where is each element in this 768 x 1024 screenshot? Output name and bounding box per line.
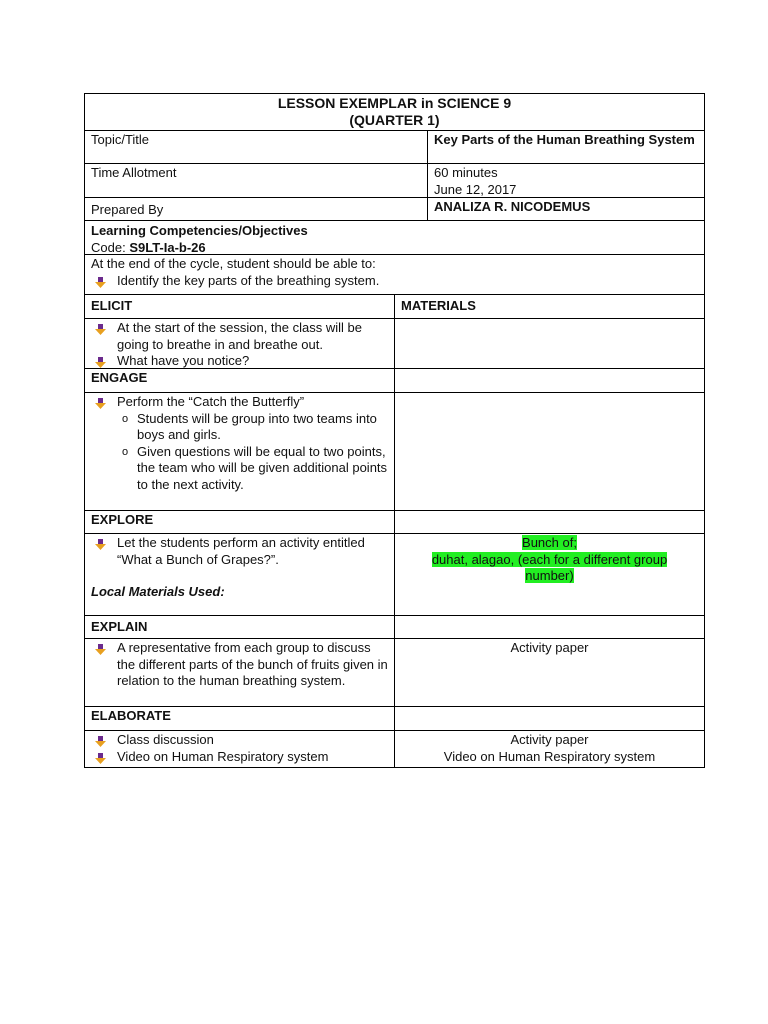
materials-heading: MATERIALS (401, 298, 476, 313)
engage-content (85, 393, 395, 510)
elaborate-content-row (85, 731, 704, 767)
list-item (117, 749, 388, 766)
competencies-row (85, 221, 704, 255)
explore-list (91, 535, 388, 568)
elicit-content (85, 319, 395, 368)
arrow-down-bullet-icon (95, 276, 106, 287)
engage-materials-heading (395, 369, 704, 392)
code-value: S9LT-Ia-b-26 (129, 239, 206, 255)
engage-content-row (85, 393, 704, 511)
time-value-cell (428, 164, 704, 197)
explain-content-row (85, 639, 704, 707)
objectives-list (91, 273, 698, 290)
arrow-down-bullet-icon (95, 356, 106, 367)
elaborate-heading-row (85, 707, 704, 731)
elicit-heading: ELICIT (85, 295, 395, 318)
arrow-down-bullet-icon (95, 323, 106, 334)
time-row (85, 164, 704, 198)
elaborate-material-2: Video on Human Respiratory system (443, 748, 656, 764)
elicit-item-1: At the start of the session, the class will be going to breathe in and breathe out. (117, 320, 362, 352)
list-item (117, 273, 698, 290)
elaborate-materials (395, 731, 704, 767)
elicit-materials (395, 319, 704, 368)
elicit-list (91, 320, 388, 370)
time-label: Time Allotment (85, 164, 428, 197)
title-line-1: LESSON EXEMPLAR in SCIENCE 9 (277, 95, 512, 111)
circle-bullet-icon: o (122, 445, 129, 458)
elicit-heading-row (85, 295, 704, 319)
explain-materials-heading (395, 616, 704, 638)
explore-heading-row (85, 511, 704, 534)
competencies-cell (85, 221, 704, 254)
explain-content (85, 639, 395, 706)
engage-list (91, 394, 388, 493)
date-value: June 12, 2017 (434, 181, 517, 197)
engage-subitem-1: Students will be group into two teams into boys and girls. (137, 410, 377, 442)
prepared-row (85, 198, 704, 221)
code-label: Code: (91, 239, 130, 255)
topic-row (85, 131, 704, 164)
list-item (117, 640, 388, 690)
explain-item: A representative from each group to discuss the different parts of the bunch of fruits given in relation to the human breathing system. (117, 640, 388, 688)
arrow-down-bullet-icon (95, 538, 106, 549)
list-item (122, 410, 388, 444)
elaborate-list (91, 732, 388, 765)
explore-item: Let the students perform an activity entitled “What a Bunch of Grapes?”. (117, 535, 365, 567)
elaborate-item-1: Class discussion (117, 732, 214, 747)
engage-heading-row (85, 369, 704, 393)
title-row (85, 94, 704, 131)
engage-materials (395, 393, 704, 510)
explain-heading: EXPLAIN (85, 616, 395, 638)
elaborate-item-2: Video on Human Respiratory system (117, 748, 329, 764)
explore-materials (395, 534, 704, 615)
list-item (117, 353, 388, 370)
arrow-down-bullet-icon (95, 643, 106, 654)
title-line-2: (QUARTER 1) (349, 112, 440, 128)
elaborate-content (85, 731, 395, 767)
explore-content-row (85, 534, 704, 616)
arrow-down-bullet-icon (95, 397, 106, 408)
list-item (117, 320, 388, 353)
page-title (85, 94, 704, 130)
explore-content (85, 534, 395, 615)
list-item (117, 535, 388, 568)
elaborate-materials-heading (395, 707, 704, 730)
elaborate-heading: ELABORATE (85, 707, 395, 730)
lesson-exemplar-table (84, 93, 705, 768)
elicit-item-2: What have you notice? (117, 353, 250, 368)
engage-item: Perform the “Catch the Butterfly” (117, 394, 305, 409)
elaborate-material-1: Activity paper (510, 732, 589, 747)
prepared-value: ANALIZA R. NICODEMUS (434, 199, 591, 214)
prepared-label: Prepared By (85, 198, 428, 220)
list-item (117, 394, 388, 493)
explore-materials-heading (395, 511, 704, 533)
objectives-cell (85, 255, 704, 294)
topic-value: Key Parts of the Human Breathing System (434, 132, 695, 147)
objectives-row (85, 255, 704, 295)
time-value: 60 minutes (434, 165, 498, 180)
engage-sublist (117, 411, 388, 494)
topic-label: Topic/Title (85, 131, 428, 163)
explain-heading-row (85, 616, 704, 639)
arrow-down-bullet-icon (95, 735, 106, 746)
objectives-intro: At the end of the cycle, student should be able to: (91, 256, 376, 271)
competencies-heading: Learning Competencies/Objectives (91, 223, 308, 238)
explore-material-1: Bunch of; (522, 535, 577, 550)
engage-subitem-2: Given questions will be equal to two points, the team who will be given additional points to the next activity. (137, 443, 388, 492)
explain-material: Activity paper (510, 640, 589, 655)
local-materials-label: Local Materials Used: (91, 584, 225, 599)
objective-text: Identify the key parts of the breathing system. (117, 272, 380, 288)
arrow-down-bullet-icon (95, 752, 106, 763)
list-item (117, 732, 388, 749)
competency-code (91, 240, 698, 257)
engage-heading: ENGAGE (85, 369, 395, 392)
list-item (122, 443, 388, 494)
circle-bullet-icon: o (122, 412, 129, 425)
explore-heading: EXPLORE (85, 511, 395, 533)
elicit-content-row (85, 319, 704, 369)
explain-list (91, 640, 388, 690)
explore-material-2: duhat, alagao, (each for a different group number) (431, 551, 668, 583)
